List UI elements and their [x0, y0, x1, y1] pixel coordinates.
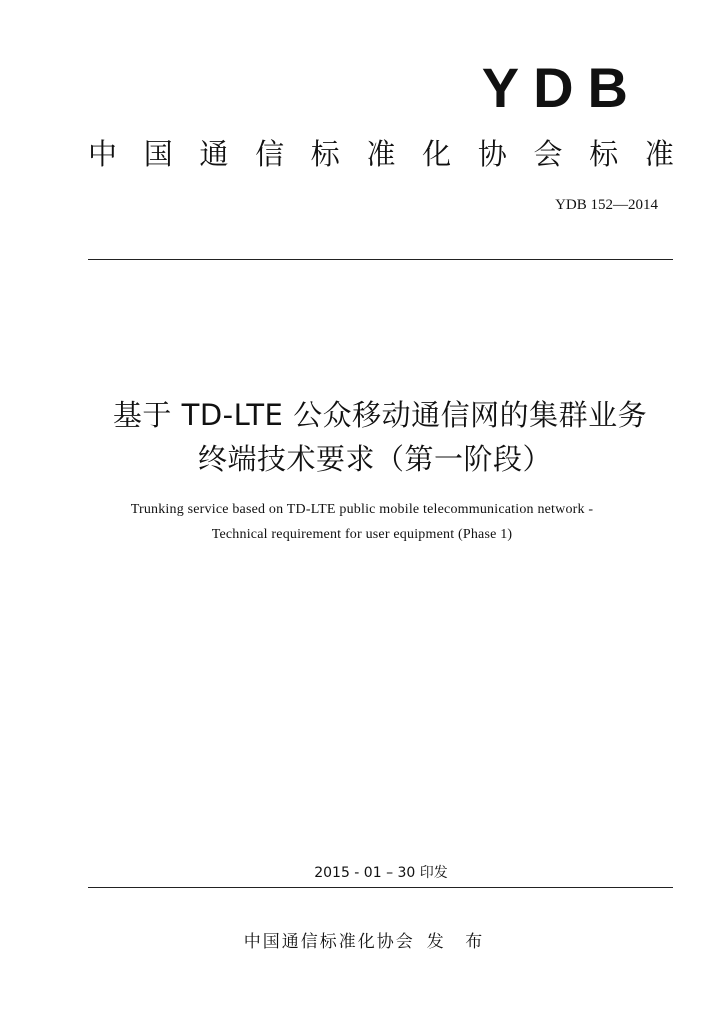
standard-type-char: 信: [255, 137, 285, 171]
english-title-line-1: Trunking service based on TD-LTE public mobile telecommunication network -: [130, 502, 594, 517]
footer-divider: [88, 887, 673, 888]
issue-date: 2015 - 01 – 30 印发: [314, 865, 448, 881]
standard-type-char: 化: [422, 137, 452, 171]
standard-type-char: 中: [88, 137, 118, 171]
standard-type-char: 会: [533, 137, 563, 171]
publisher-line: [0, 934, 724, 951]
chinese-title-line-2: 终端技术要求（第一阶段）: [197, 442, 552, 476]
standard-type-char: 通: [199, 137, 229, 171]
header-divider: [88, 259, 673, 260]
english-title-line-2: Technical requirement for user equipment (Phase 1): [211, 527, 513, 542]
standard-number: YDB 152—2014: [555, 197, 658, 213]
standard-type-char: 协: [477, 137, 507, 171]
standard-type-char: 国: [143, 137, 173, 171]
publisher-action: 发 布: [426, 932, 491, 952]
ydb-logo: YDB: [481, 56, 642, 119]
publisher-name: 中国通信标准化协会: [243, 932, 415, 952]
standard-type-heading: [88, 137, 674, 171]
standard-type-char: 准: [366, 137, 396, 171]
chinese-title: [80, 393, 680, 481]
english-title: [60, 497, 664, 547]
standard-type-char: 标: [310, 137, 340, 171]
chinese-title-line-1: 基于 TD-LTE 公众移动通信网的集群业务: [112, 398, 648, 432]
standard-type-char: 准: [644, 137, 674, 171]
standard-type-char: 标: [589, 137, 619, 171]
